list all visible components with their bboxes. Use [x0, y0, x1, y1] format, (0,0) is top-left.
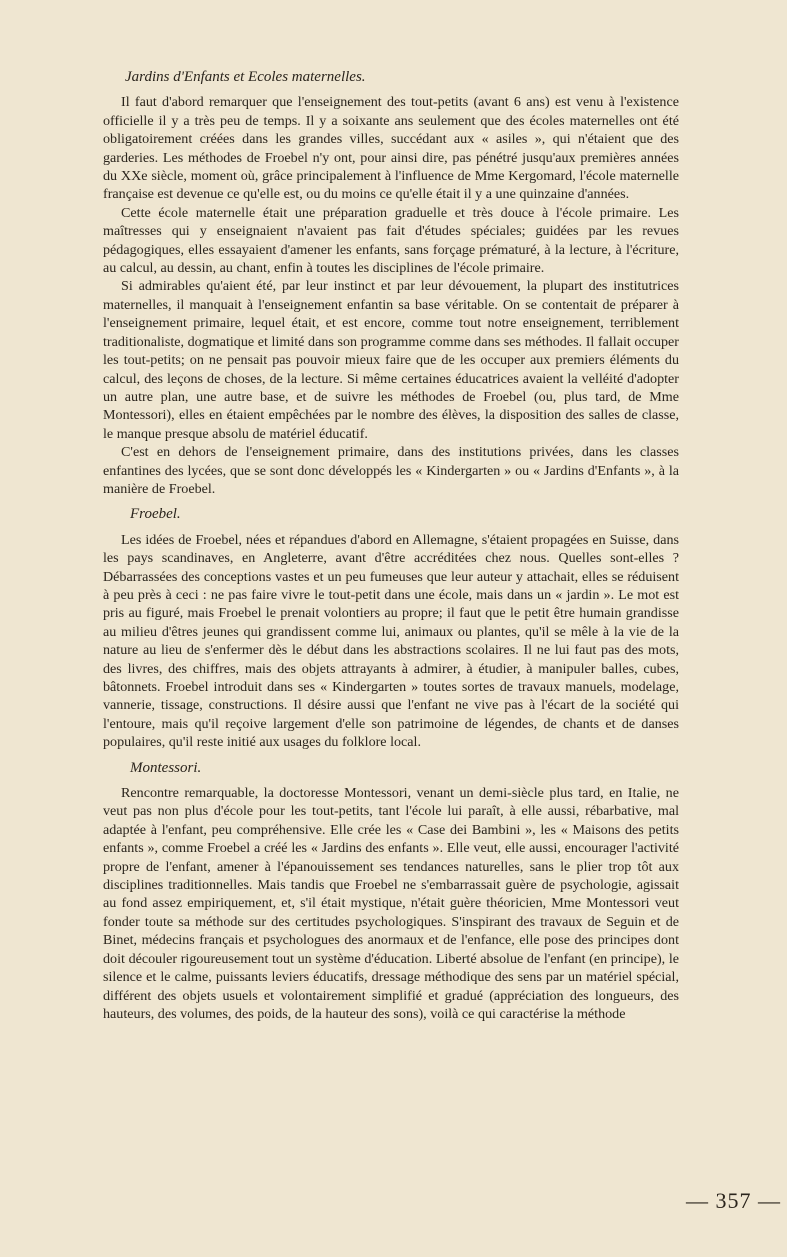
section-heading-froebel: Froebel. [130, 506, 181, 523]
paragraph: Les idées de Froebel, nées et répandues d'abord en Allemagne, s'étaient propagées en Suisse, dans les pays scandinaves, en Angleterre, avant d'être accréditées chez nous. Quelles sont-elles ? Débarrassées des conceptions vastes et un peu fumeuses que leur auteur y attachait, elles se réduisent à peu près à ceci : ne pas faire vivre le tout-petit dans une école, mais dans un « jardin ». Le mot est pris au figuré, mais Froebel le prenait volontiers au propre; il faut que le petit être humain grandisse au milieu d'êtres jeunes qui grandissent comme lui, animaux ou plantes, qu'il se mêle à la vie de la nature au lieu de s'enfermer dès le début dans les abstractions scolaires. Il ne lui faut pas des mots, des livres, des chiffres, mais des objets attrayants à admirer, à étudier, à manipuler balles, cubes, bâtonnets. Froebel introduit dans ses « Kindergarten » toutes sortes de travaux manuels, modelage, vannerie, tissage, constructions. Il désire aussi que l'enfant ne vive pas à l'écart de la société qui l'entoure, mais qu'il reçoive largement d'elle son patrimoine de légendes, de chants et de danses populaires, qu'il reste initié aux usages du folklore local. [103, 531, 679, 751]
paragraph: Cette école maternelle était une préparation graduelle et très douce à l'école primaire. Les maîtresses qui y enseignaient n'avaient pas fait d'études spéciales; guidées par les revues pédagogiques, elles essayaient d'amener les enfants, sans forçage prématuré, à la lecture, à l'écriture, au calcul, au dessin, au chant, enfin à toutes les disciplines de l'école primaire. [103, 204, 679, 277]
article-body [103, 68, 679, 1023]
paragraph: Si admirables qu'aient été, par leur instinct et par leur dévouement, la plupart des institutrices maternelles, il manquait à l'enseignement enfantin sa base véritable. On se contentait de préparer à l'enseignement primaire, lequel était, et est encore, comme tout notre enseignement, terriblement traditionaliste, dogmatique et limité dans son programme comme dans ses méthodes. Il fallait occuper les tout-petits; on ne pensait pas pouvoir mieux faire que de les occuper aux premiers éléments du calcul, des leçons de choses, de la lecture. Si même certaines éducatrices avaient la velléité d'adopter un autre plan, une autre base, et de suivre les méthodes de Froebel (ou, plus tard, de Mme Montessori), elles en étaient empêchées par le nombre des élèves, la disposition des salles de classe, le manque presque absolu de matériel éducatif. [103, 278, 679, 442]
paragraph: C'est en dehors de l'enseignement primaire, dans des institutions privées, dans les classes enfantines des lycées, que se sont donc développés les « Kindergarten » ou « Jardins d'Enfants », à la manière de Froebel. [103, 444, 679, 497]
paragraph: Rencontre remarquable, la doctoresse Montessori, venant un demi-siècle plus tard, en Italie, ne veut pas non plus d'école pour les tout-petits, tant l'école lui paraît, à elle aussi, rébarbative, mal adaptée à l'enfant, peu compréhensive. Elle crée les « Case dei Bambini », les « Maisons des petits enfants », comme Froebel a créé les « Jardins des enfants ». Elle veut, elle aussi, encourager l'activité propre de l'enfant, amener à l'épanouissement ses tendances naturelles, sans le plier trop tôt aux disciplines traditionnelles. Mais tandis que Froebel ne s'embarrassait guère de psychologie, agissait au fond assez empiriquement, et, s'il était mystique, n'était guère théoricien, Mme Montessori veut fonder toute sa méthode sur des certitudes psychologiques. S'inspirant des travaux de Seguin et de Binet, médecins français et psychologues des anormaux et de l'enfance, elle pose des principes dont doit découler rigoureusement tout un système d'éducation. Liberté absolue de l'enfant (en principe), le silence et le calme, puissants leviers éducatifs, dressage méthodique des sens par un matériel spécial, différent des objets usuels et volontairement simplifié et gradué (appréciation des longueurs, des hauteurs, des volumes, des poids, de la hauteur des sons), voilà ce qui caractérise la méthode [103, 785, 679, 1022]
paragraph: Il faut d'abord remarquer que l'enseignement des tout-petits (avant 6 ans) est venu à l'existence officielle il y a très peu de temps. Il y a soixante ans seulement que des écoles maternelles ont été obligatoirement créées dans les grandes villes, succédant aux « asiles », qui n'étaient que des garderies. Les méthodes de Froebel n'y ont, pour ainsi dire, pas pénétré jusqu'aux premières années du XXe siècle, moment où, grâce principalement à l'influence de Mme Kergomard, l'école maternelle française est devenue ce qu'elle est, ou du moins ce qu'elle était il y a une quinzaine d'années. [103, 94, 679, 203]
section-heading-jardins: Jardins d'Enfants et Ecoles maternelles. [125, 69, 366, 85]
section-heading-montessori: Montessori. [130, 759, 202, 776]
page-number: — 357 — [686, 1188, 781, 1213]
